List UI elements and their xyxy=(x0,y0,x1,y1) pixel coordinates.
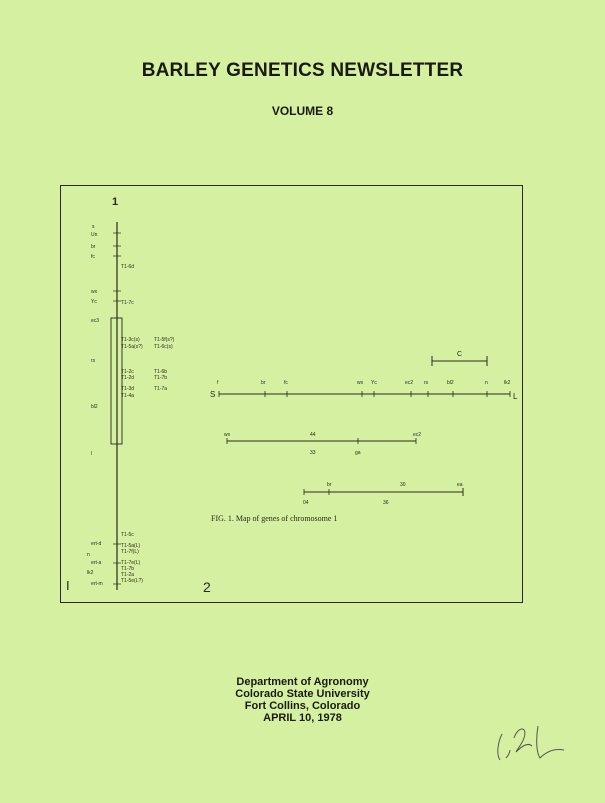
transloc-18: T1-7b xyxy=(121,566,135,572)
transloc-3: T1-3c(s) xyxy=(121,337,140,343)
gene-ea: ea xyxy=(457,482,463,488)
marker-ert-m: ert-m xyxy=(91,581,103,587)
gene-wx-2: wx xyxy=(224,432,231,438)
marker-yc: Yc xyxy=(91,299,97,305)
distance-04: 04 xyxy=(303,500,309,506)
gene-lk2: lk2 xyxy=(504,380,511,386)
gene-ga: ga xyxy=(355,450,361,456)
transloc-9: T1-2d xyxy=(121,375,135,381)
gene-br: br xyxy=(261,380,266,386)
transloc-8: T1-6b xyxy=(154,369,168,375)
gene-br-3: br xyxy=(327,482,332,488)
transloc-2: T1-7c xyxy=(121,300,134,306)
chromosome-label-bottom: 2 xyxy=(203,579,211,595)
footer-line-university: Colorado State University xyxy=(235,688,370,700)
volume-label: VOLUME 8 xyxy=(271,104,334,118)
marker-ert-a: ert-a xyxy=(91,560,102,566)
corner-mark: I xyxy=(66,578,70,593)
transloc-13: T1-4a xyxy=(121,393,135,399)
gene-fc: fc xyxy=(284,380,288,386)
figure-caption: FIG. 1. Map of genes of chromosome 1 xyxy=(211,514,338,523)
marker-wx: wx xyxy=(91,289,98,295)
transloc-6: T1-6c(s) xyxy=(154,344,173,350)
marker-fc: fc xyxy=(91,254,95,260)
linkage-end: L xyxy=(513,392,518,401)
newsletter-title: BARLEY GENETICS NEWSLETTER xyxy=(141,60,464,81)
transloc-12: T1-7a xyxy=(154,386,168,392)
marker-l: l xyxy=(91,451,93,457)
left-marker-group xyxy=(87,224,103,587)
marker-un: Un xyxy=(91,232,98,238)
transloc-5: T1-5a(s?) xyxy=(121,344,143,350)
marker-ec3: ec3 xyxy=(91,318,100,324)
footer-line-date: APRIL 10, 1978 xyxy=(263,712,342,724)
marker-ert-d: ert-d xyxy=(91,541,102,547)
transloc-15: T1-5a(L) xyxy=(121,543,141,549)
transloc-4: T1-5f(s?) xyxy=(154,337,175,343)
transloc-17: T1-7e(L) xyxy=(121,560,141,566)
distance-30: 30 xyxy=(400,482,406,488)
chromosome-label-top: 1 xyxy=(112,196,119,208)
transloc-19: T1-2a xyxy=(121,572,135,578)
transloc-14: T1-5c xyxy=(121,532,134,538)
transloc-11: T1-3d xyxy=(121,386,135,392)
marker-br: br xyxy=(91,244,96,250)
distance-44: 44 xyxy=(310,432,316,438)
gene-f: f xyxy=(217,380,219,386)
translocation-group xyxy=(121,264,175,584)
bracket-label: C xyxy=(457,351,463,358)
marker-lk2: lk2 xyxy=(87,570,94,576)
linkage-map-2 xyxy=(224,432,421,456)
transloc-1: T1-6d xyxy=(121,264,135,270)
gene-ec2: ec2 xyxy=(405,380,414,386)
linkage-map-3 xyxy=(303,482,463,506)
footer-line-city: Fort Collins, Colorado xyxy=(244,700,361,712)
linkage-map-main xyxy=(210,351,518,401)
handwritten-signature xyxy=(488,712,578,772)
distance-33: 33 xyxy=(310,450,316,456)
marker-n: n xyxy=(87,552,90,558)
footer-line-department: Department of Agronomy xyxy=(236,676,369,688)
gene-ec2-2: ec2 xyxy=(413,432,422,438)
transloc-10: T1-7b xyxy=(154,375,168,381)
marker-bl2: bl2 xyxy=(91,404,98,410)
marker-s: s xyxy=(92,224,95,230)
transloc-20: T1-5e(L?) xyxy=(121,578,143,584)
gene-bl2: bl2 xyxy=(447,380,454,386)
distance-36: 36 xyxy=(383,500,389,506)
gene-n: n xyxy=(485,380,488,386)
gene-wx: wx xyxy=(357,380,364,386)
transloc-16: T1-7f(L) xyxy=(121,549,139,555)
marker-rs: rs xyxy=(91,358,96,364)
linkage-start: S xyxy=(210,390,216,399)
gene-yc: Yc xyxy=(371,380,377,386)
transloc-7: T1-2c xyxy=(121,369,134,375)
gene-rs: rs xyxy=(424,380,429,386)
